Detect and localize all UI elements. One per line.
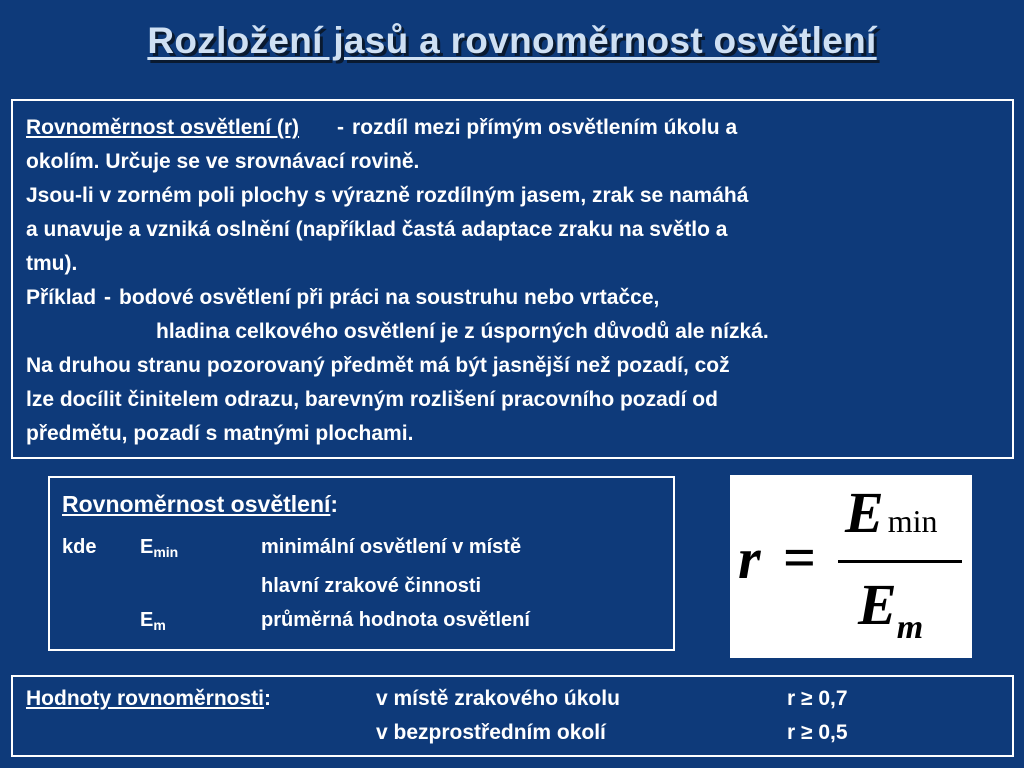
paragraph-line-5: tmu). [26, 252, 78, 275]
emin-definition-cont [62, 569, 661, 603]
paragraph-line-4: a unavuje a vzniká oslnění (například častá adaptace zraku na světlo a [26, 218, 728, 241]
em-definition [62, 603, 661, 642]
paragraph-line-3: Jsou-li v zorném poli plochy s výrazně rozdílným jasem, zrak se namáhá [26, 184, 749, 207]
slide-title: Rozložení jasů a rovnoměrnost osvětlení [147, 20, 877, 61]
values-value-1: r ≥ 0,7 [787, 687, 848, 710]
em-description: průměrná hodnota osvětlení [261, 609, 530, 631]
emin-description-1: minimální osvětlení v místě [261, 536, 522, 558]
definition-line-1 [26, 111, 1000, 145]
example-text-1: bodové osvětlení při práci na soustruhu nebo vrtačce, [119, 286, 660, 309]
em-symbol: $E_m$ [140, 609, 166, 633]
definition-term: Rovnoměrnost osvětlení (r) [26, 116, 300, 139]
values-place-1: v místě zrakového úkolu [376, 687, 620, 710]
values-value-2: r ≥ 0,5 [787, 721, 848, 744]
emin-symbol: $E_{min}$ [140, 536, 179, 560]
example-text-2: hladina celkového osvětlení je z úsporných důvodů ale nízká. [156, 320, 769, 343]
emin-description-2: hlavní zrakové činnosti [261, 575, 482, 597]
variables-title: Rovnoměrnost osvětlení: [62, 491, 339, 517]
values-label: Hodnoty rovnoměrnosti: [26, 687, 272, 710]
definition-text: rozdíl mezi přímým osvětlením úkolu a [352, 116, 738, 139]
formula-lhs: r [738, 526, 761, 591]
formula-denominator: Em [858, 572, 924, 646]
values-row-2 [26, 716, 1000, 750]
definition-box [11, 99, 1014, 459]
variables-box [48, 476, 675, 651]
emin-definition [62, 530, 661, 569]
definition-dash: - [337, 116, 345, 139]
values-place-2: v bezprostředním okolí [376, 721, 606, 744]
paragraph-line-8: Na druhou stranu pozorovaný předmět má být jasnější než pozadí, což [26, 354, 730, 377]
values-row-1 [26, 682, 1000, 716]
fraction-bar [838, 560, 962, 563]
formula-box [730, 475, 972, 658]
values-box [11, 675, 1014, 757]
example-dash: - [104, 286, 112, 309]
paragraph-line-9: lze docílit činitelem odrazu, barevným rozlišení pracovního pozadí od [26, 388, 718, 411]
formula-equals: = [783, 525, 817, 590]
variables-definitions [62, 530, 661, 642]
paragraph-line-10: předmětu, pozadí s matnými plochami. [26, 422, 414, 445]
definition-line-2: okolím. Určuje se ve srovnávací rovině. [26, 150, 420, 173]
kde-label: kde [62, 536, 97, 558]
formula-numerator: Emin [845, 480, 938, 545]
example-label: Příklad [26, 286, 97, 309]
example-line-1 [26, 281, 1000, 315]
